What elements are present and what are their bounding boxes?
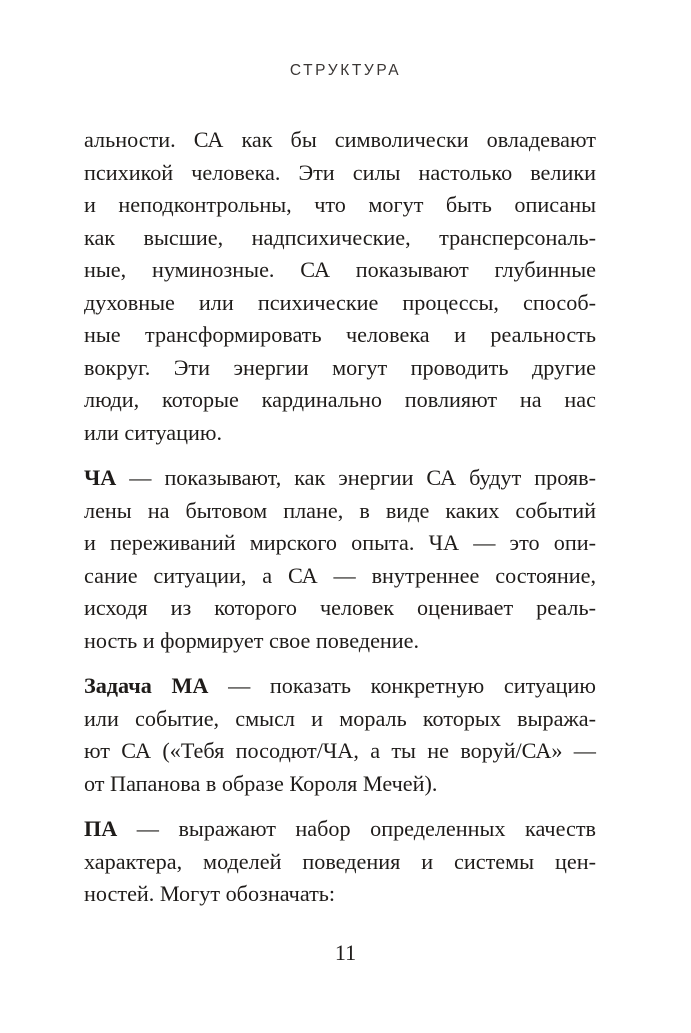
text-line: сание ситуации, а СА — внутреннее состояние, [84,562,596,588]
page-number: 11 [334,940,357,965]
paragraph-pa [84,813,596,911]
text-line: духовные или психические процессы, способ- [84,289,596,315]
body-text [84,124,596,924]
text-line: и неподконтрольны, что могут быть описаны [84,192,596,217]
term-ma: Задача МА [84,673,209,698]
text-line: лены на бытовом плане, в виде каких событий [84,497,596,523]
text-line [84,670,596,703]
text-line [84,462,596,495]
text-line: люди, которые кардинально повлияют на нас [84,387,596,412]
text-line: или ситуацию. [84,419,223,445]
running-head: СТРУКТУРА [289,62,402,79]
text-line: характера, моделей поведения и системы цен- [84,848,596,874]
term-cha: ЧА [84,465,117,490]
text-line: психикой человека. Эти силы настолько велики [84,159,596,185]
text-run: — показать конкретную ситуацию [208,673,596,698]
text-line: от Папанова в образе Короля Мечей). [84,770,438,796]
text-line: ные, нуминозные. СА показывают глубинные [84,257,596,282]
text-line: исходя из которого человек оценивает реаль- [84,595,596,620]
text-line: альности. СА как бы символически овладевают [84,127,596,152]
text-run: — показывают, как энергии СА будут прояв- [116,465,596,490]
text-line: ностей. Могут обозначать: [84,881,336,906]
text-line: вокруг. Эти энергии могут проводить другие [84,354,596,380]
text-line: ные трансформировать человека и реальность [84,322,596,347]
text-line [84,813,596,846]
text-line: как высшие, надпсихические, трансперсональ- [84,224,596,250]
paragraph-cha [84,462,596,657]
paragraph-sa-continuation [84,124,596,449]
text-line: ность и формирует свое поведение. [84,627,420,653]
text-line: или событие, смысл и мораль которых выража- [84,705,596,731]
paragraph-ma [84,670,596,800]
text-run: — выражают набор определенных качеств [117,816,596,841]
text-line: ют СА («Тебя посодют/ЧА, а ты не воруй/СА» — [84,738,596,763]
term-pa: ПА [84,816,118,841]
text-line: и переживаний мирского опыта. ЧА — это опи- [84,530,596,555]
